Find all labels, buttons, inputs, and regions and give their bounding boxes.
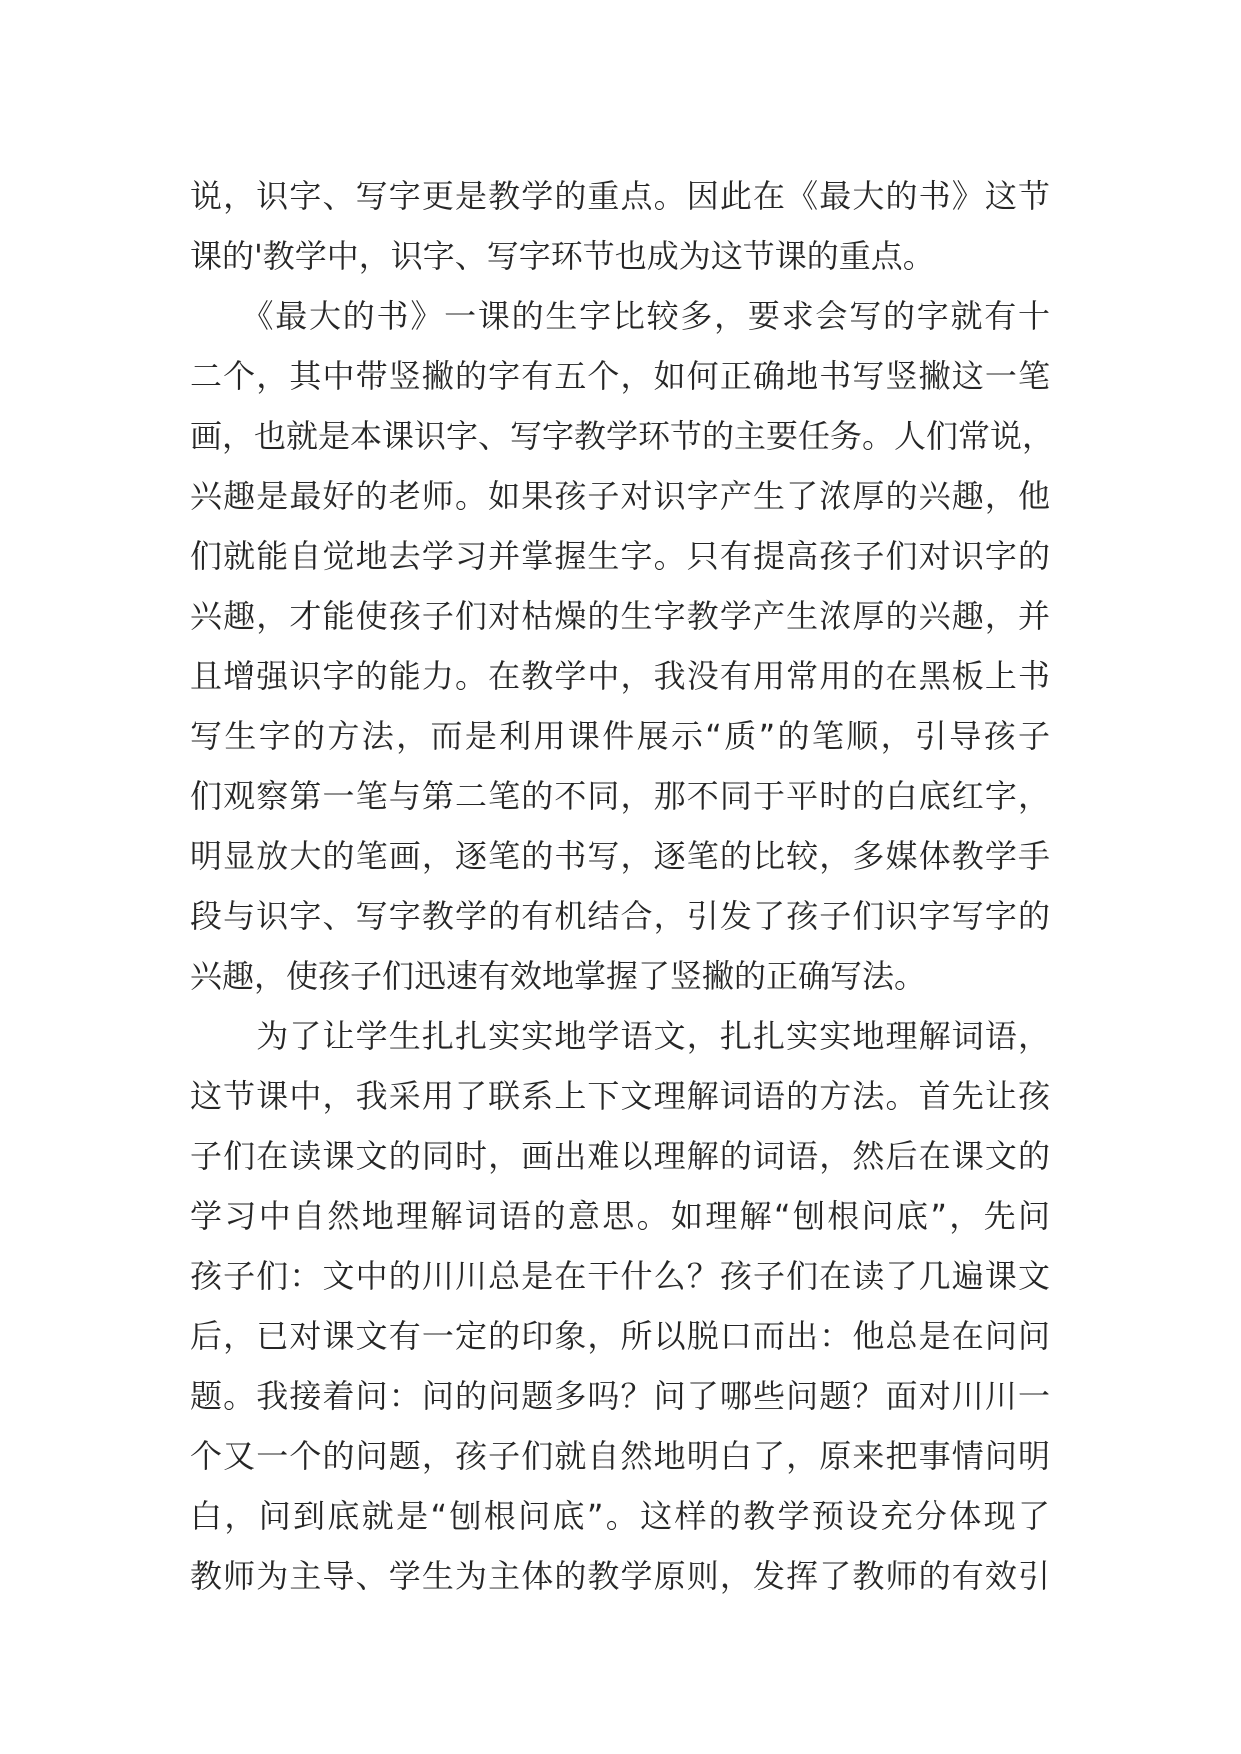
text-line: 为了让学生扎扎实实地学语文，扎扎实实地理解词语， — [190, 1017, 1050, 1055]
text-line: 个又一个的问题，孩子们就自然地明白了，原来把事情问明 — [190, 1437, 1050, 1475]
text-line: 这节课中，我采用了联系上下文理解词语的方法。首先让孩 — [190, 1077, 1050, 1115]
text-line: 们就能自觉地去学习并掌握生字。只有提高孩子们对识字的 — [190, 537, 1050, 575]
text-line: 兴趣，才能使孩子们对枯燥的生字教学产生浓厚的兴趣，并 — [190, 597, 1050, 635]
text-line: 二个，其中带竖撇的字有五个，如何正确地书写竖撇这一笔 — [190, 357, 1050, 395]
text-line: 《最大的书》一课的生字比较多，要求会写的字就有十 — [190, 297, 1050, 335]
text-line: 后，已对课文有一定的印象，所以脱口而出：他总是在问问 — [190, 1317, 1050, 1355]
text-line: 说，识字、写字更是教学的重点。因此在《最大的书》这节 — [190, 177, 1050, 215]
text-line: 白，问到底就是“刨根问底”。这样的教学预设充分体现了 — [190, 1497, 1050, 1535]
text-line: 明显放大的笔画，逐笔的书写，逐笔的比较，多媒体教学手 — [190, 837, 1050, 875]
text-line: 们观察第一笔与第二笔的不同，那不同于平时的白底红字， — [190, 777, 1050, 815]
text-line: 子们在读课文的同时，画出难以理解的词语，然后在课文的 — [190, 1137, 1050, 1175]
text-line: 题。我接着问：问的问题多吗？问了哪些问题？面对川川一 — [190, 1377, 1050, 1415]
document-body — [190, 166, 1055, 1606]
text-line: 写生字的方法，而是利用课件展示“质”的笔顺，引导孩子 — [190, 717, 1050, 755]
text-line: 课的'教学中，识字、写字环节也成为这节课的重点。 — [190, 237, 935, 275]
text-line: 孩子们：文中的川川总是在干什么？孩子们在读了几遍课文 — [190, 1257, 1050, 1295]
text-line: 画，也就是本课识字、写字教学环节的主要任务。人们常说， — [190, 417, 1055, 455]
text-line: 学习中自然地理解词语的意思。如理解“刨根问底”，先问 — [190, 1197, 1050, 1235]
text-line: 且增强识字的能力。在教学中，我没有用常用的在黑板上书 — [190, 657, 1050, 695]
text-line: 兴趣，使孩子们迅速有效地掌握了竖撇的正确写法。 — [190, 957, 927, 995]
text-line: 段与识字、写字教学的有机结合，引发了孩子们识字写字的 — [190, 897, 1050, 935]
text-line: 兴趣是最好的老师。如果孩子对识字产生了浓厚的兴趣，他 — [190, 477, 1050, 515]
text-line: 教师为主导、学生为主体的教学原则，发挥了教师的有效引 — [190, 1557, 1050, 1595]
